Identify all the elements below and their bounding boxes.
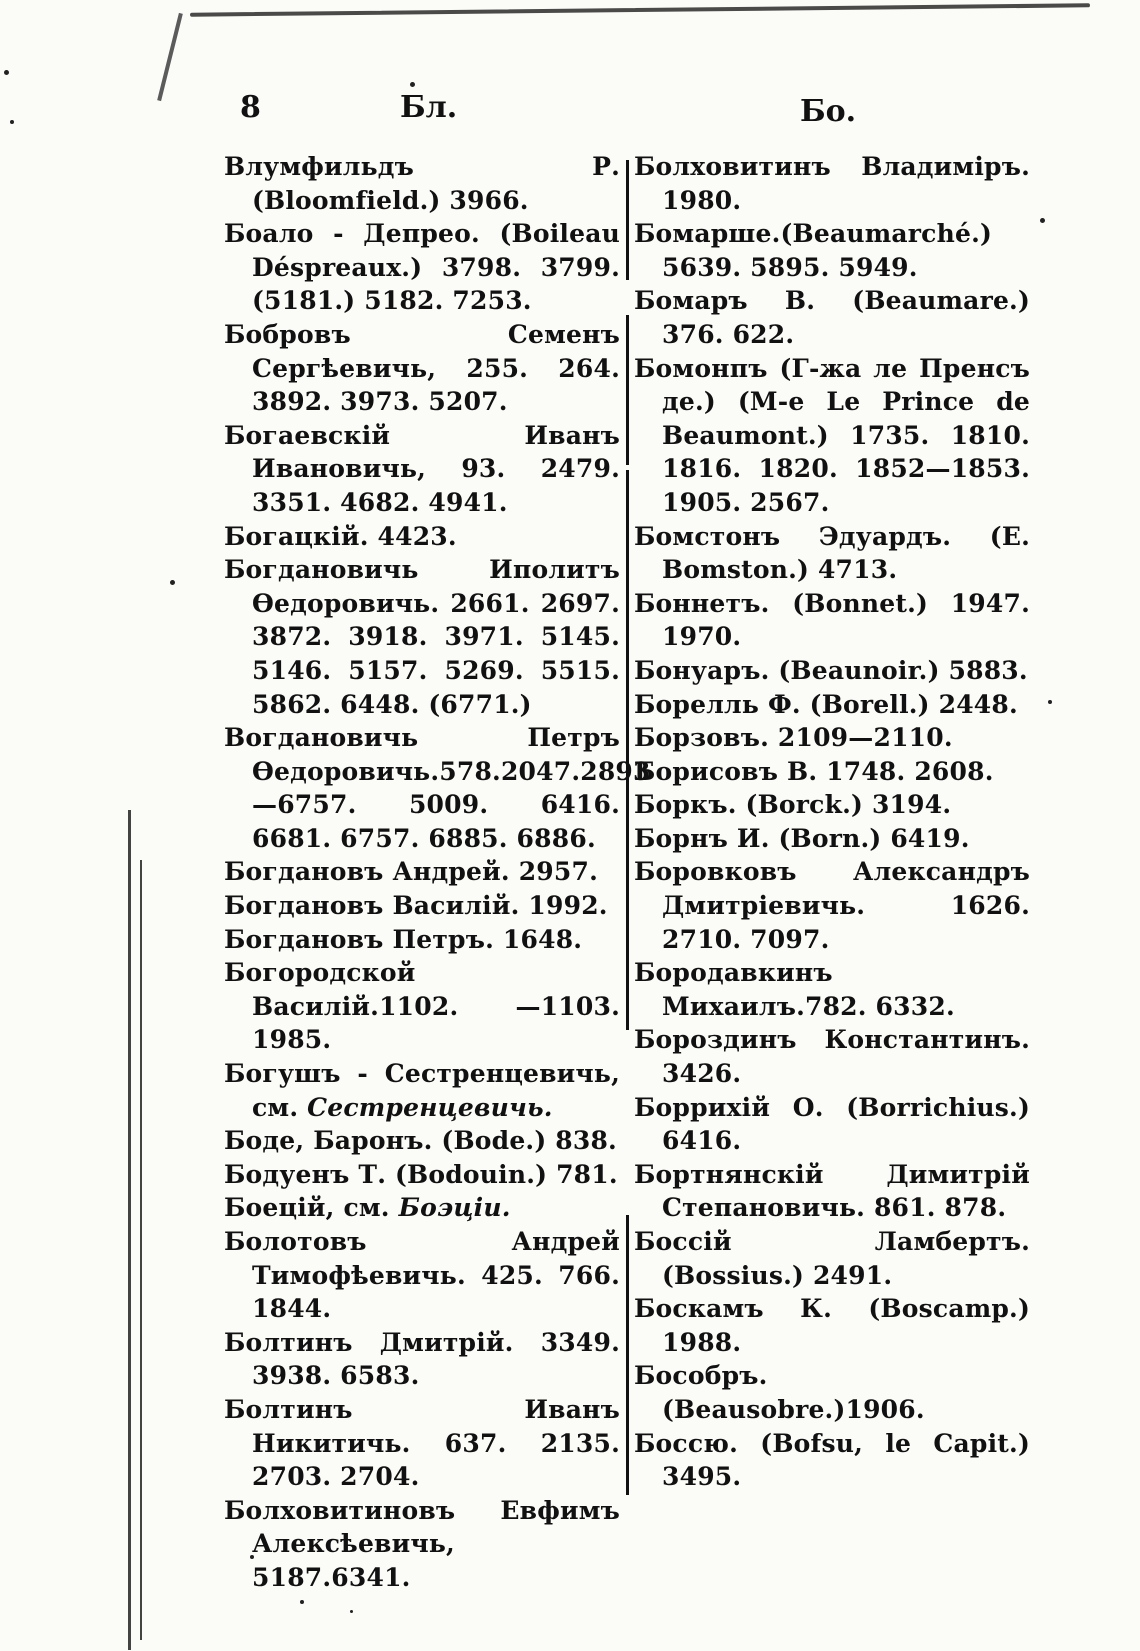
index-entry: Боде, Баронъ. (Bode.) 838. [224, 1126, 617, 1156]
index-entry: Боссій Ламбертъ. (Bossius.) 2491. [634, 1227, 1030, 1290]
index-entry: Бомстонъ Эдуардъ. (E. Bomston.) 4713. [634, 521, 1030, 585]
index-entry: Болховитиновъ Евфимъ Алексѣевичь, 5187.6341. [224, 1495, 620, 1592]
index-entry: Бомарше.(Beaumarché.) 5639. 5895. 5949. [634, 219, 993, 282]
cross-reference: Сестренцевичь. [307, 1092, 553, 1122]
index-entry: Богдановъ Андрей. 2957. [224, 857, 598, 887]
index-entry: Вогдановичь Петръ Өедоровичь.578.2047.2893—6757. 5009. 6416. 6681. 6757. 6885. 6886. [224, 723, 651, 853]
speck [300, 1600, 304, 1604]
index-entry: Бомаръ В. (Beaumare.) 376. 622. [634, 286, 1030, 349]
page-edge-top [190, 3, 1090, 16]
index-entry: Бобровъ Семенъ Сергѣевичь, 255. 264. 3892. 3973. 5207. [224, 319, 620, 417]
index-entry: Боркъ. (Borck.) 3194. [634, 790, 952, 820]
page-number: 8 [240, 90, 261, 125]
column-divider [626, 470, 629, 1030]
index-entry: Боррихій О. (Borrichius.) 6416. [634, 1092, 1030, 1156]
index-entry: Бособръ.(Beausobre.)1906. [634, 1361, 925, 1424]
index-entry: Боскамъ К. (Boscamp.) 1988. [634, 1294, 1030, 1357]
index-entry: Богдановъ Петръ. 1648. [224, 924, 583, 954]
index-entry: Болтинъ Иванъ Никитичь. 637. 2135. 2703. 2704. [224, 1394, 620, 1492]
right-column-heading: Бо. [800, 94, 857, 129]
index-entry: Богородской Василій.1102. —1103. 1985. [224, 958, 620, 1055]
speck [10, 120, 14, 124]
left-column [224, 150, 651, 1595]
index-entry: Бороздинъ Константинъ. 3426. [634, 1025, 1030, 1089]
index-entry: Боннетъ. (Bonnet.) 1947. 1970. [634, 588, 1030, 652]
index-entry: Бонуаръ. (Beaunoir.) 5883. [634, 655, 1028, 685]
index-entry: Богацкій. 4423. [224, 521, 457, 551]
speck [4, 70, 9, 75]
column-divider [626, 1215, 629, 1495]
index-entry: Богушъ - Сестренцевичь, см. Сестренцевичь. [224, 1059, 620, 1122]
index-entry: Борнъ И. (Born.) 6419. [634, 823, 970, 853]
index-entry: Болховитинъ Владиміръ. 1980. [634, 152, 1030, 215]
index-entry: Бородавкинъ Михаилъ.782. 6332. [634, 958, 955, 1021]
index-entry: Богдановъ Василій. 1992. [224, 891, 608, 921]
index-entry: Болтинъ Дмитрій. 3349. 3938. 6583. [224, 1327, 620, 1391]
index-entry: Борисовъ В. 1748. 2608. [634, 756, 994, 786]
index-entry: Боало - Депрео. (Boileau Déspreaux.) 3798. 3799. (5181.) 5182. 7253. [224, 219, 620, 316]
cross-reference: Боэціи. [398, 1193, 511, 1223]
binding-shadow-line [128, 810, 131, 1650]
index-entry: Влумфильдъ Р. (Bloomfield.) 3966. [224, 152, 620, 215]
index-entry: Боровковъ Александръ Дмитріевичь. 1626. 2710. 7097. [634, 857, 1030, 954]
index-entry: Болотовъ Андрей Тимофѣевичь. 425. 766. 1844. [224, 1227, 620, 1324]
index-entry: Бодуенъ Т. (Bodouin.) 781. [224, 1159, 618, 1189]
index-entry: Богдановичь Иполитъ Өедоровичь. 2661. 2697. 3872. 3918. 3971. 5145. 5146. 5157. 5269. 5515. 5862. 6448. (6771.) [224, 555, 620, 719]
index-entry: Бортнянскій Димитрій Степановичь. 861. 878. [634, 1159, 1030, 1223]
column-divider [626, 160, 629, 280]
index-entry: Боссю. (Bofsu, le Capit.) 3495. [634, 1428, 1030, 1492]
left-column-heading: Бл. [400, 90, 458, 125]
page-edge-left [157, 13, 183, 101]
page-header [240, 90, 1030, 136]
column-divider [626, 315, 629, 465]
binding-shadow-line-inner [140, 860, 142, 1640]
index-entry: Бомонпъ (Г-жа ле Пренсъ де.) (M-e Le Prince de Beaumont.) 1735. 1810. 1816. 1820. 1852—1853. 1905. 2567. [634, 353, 1030, 517]
speck [410, 82, 415, 87]
index-entry: Боецій, см. Боэціи. [224, 1193, 511, 1223]
speck [1048, 700, 1052, 704]
index-entry: Борзовъ. 2109—2110. [634, 723, 953, 753]
index-entry: Богаевскій Иванъ Ивановичь, 93. 2479. 3351. 4682. 4941. [224, 420, 620, 517]
right-column [634, 150, 1030, 1494]
speck [1040, 218, 1045, 223]
speck [170, 580, 175, 585]
speck [350, 1610, 353, 1613]
index-entry: Борелль Ф. (Borell.) 2448. [634, 689, 1018, 719]
